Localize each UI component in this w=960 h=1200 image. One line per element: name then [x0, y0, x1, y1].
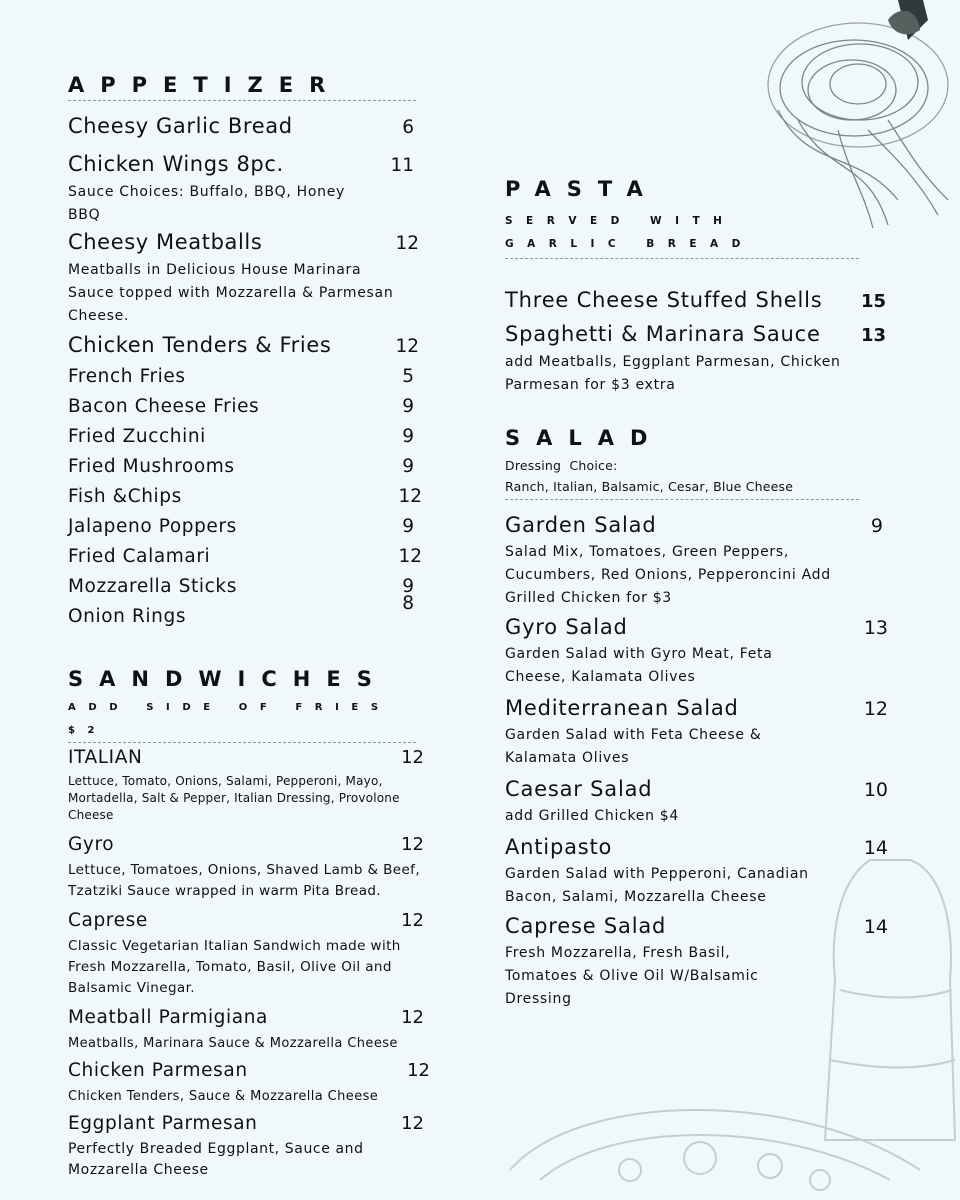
section-divider	[505, 499, 859, 500]
menu-item	[68, 512, 428, 542]
section-title: APPETIZER	[68, 73, 342, 97]
menu-item	[68, 362, 428, 392]
item-price: 9	[402, 426, 414, 447]
item-description: add Grilled Chicken $4	[505, 808, 680, 824]
item-name: Caprese	[68, 910, 148, 931]
menu-item	[68, 906, 428, 999]
item-price: 13	[860, 325, 886, 346]
menu-item	[68, 330, 428, 362]
menu-item	[68, 392, 428, 422]
left-column	[68, 72, 428, 1181]
section-divider	[505, 258, 859, 259]
menu-item	[505, 510, 895, 610]
item-price: 12	[398, 486, 422, 507]
item-price: 12	[407, 1060, 430, 1081]
item-description: Classic Vegetarian Italian Sandwich made with Fresh Mozzarella, Tomato, Basil, Olive Oil and Balsamic Vinegar.	[68, 938, 401, 996]
menu-item	[68, 743, 428, 824]
salad-section	[505, 425, 895, 1011]
item-description: Garden Salad with Feta Cheese & Kalamata Olives	[505, 727, 762, 766]
item-name: Fried Calamari	[68, 546, 211, 567]
item-name: Bacon Cheese Fries	[68, 396, 260, 417]
item-name: Fried Zucchini	[68, 426, 206, 447]
item-description: Sauce Choices: Buffalo, BBQ, Honey BBQ	[68, 184, 346, 223]
item-name: Gyro	[68, 834, 115, 855]
item-price: 11	[390, 155, 414, 176]
dressing-options: Ranch, Italian, Balsamic, Cesar, Blue Cheese	[505, 479, 794, 494]
menu-item	[68, 111, 428, 143]
item-description: Garden Salad with Gyro Meat, Feta Cheese, Kalamata Olives	[505, 646, 773, 685]
item-price: 12	[401, 1007, 424, 1028]
item-price: 9	[402, 396, 414, 417]
dressing-label: Dressing Choice:	[505, 458, 618, 473]
menu-item	[68, 422, 428, 452]
item-name: Chicken Tenders & Fries	[68, 333, 332, 357]
item-name: Antipasto	[505, 835, 613, 859]
item-name: ITALIAN	[68, 747, 143, 768]
sandwiches-section	[68, 666, 428, 1181]
item-description: Salad Mix, Tomatoes, Green Peppers, Cucumbers, Red Onions, Pepperoncini Add Grilled Chicken for $3	[505, 544, 831, 606]
item-price: 5	[402, 366, 414, 387]
item-description: Meatballs in Delicious House Marinara Sauce topped with Mozzarella & Parmesan Cheese.	[68, 262, 394, 324]
item-price: 12	[401, 1113, 424, 1134]
item-description: Lettuce, Tomatoes, Onions, Shaved Lamb & Beef, Tzatziki Sauce wrapped in warm Pita Bread.	[68, 862, 421, 899]
item-name: Spaghetti & Marinara Sauce	[505, 322, 821, 346]
item-description: Garden Salad with Pepperoni, Canadian Bacon, Salami, Mozzarella Cheese	[505, 866, 809, 905]
item-name: Caesar Salad	[505, 777, 653, 801]
menu-item	[68, 227, 428, 328]
menu-item	[68, 1056, 428, 1107]
item-name: Onion Rings	[68, 606, 187, 627]
section-subtitle: SERVED WITH GARLIC BREAD	[505, 215, 754, 250]
item-price: 9	[402, 456, 414, 477]
menu-item	[505, 612, 895, 689]
item-price: 12	[395, 336, 419, 357]
item-description: Meatballs, Marinara Sauce & Mozzarella Cheese	[68, 1036, 398, 1051]
menu-item	[68, 452, 428, 482]
item-price: 12	[395, 233, 419, 254]
item-name: Chicken Wings 8pc.	[68, 152, 284, 176]
item-name: French Fries	[68, 366, 186, 387]
item-name: Chicken Parmesan	[68, 1060, 248, 1081]
right-column	[505, 176, 895, 1011]
item-price: 9	[402, 576, 414, 597]
menu-item	[68, 830, 428, 902]
item-price: 13	[863, 617, 888, 639]
menu-item	[68, 542, 428, 572]
menu-item	[505, 832, 895, 909]
item-description: add Meatballs, Eggplant Parmesan, Chicken Parmesan for $3 extra	[505, 354, 851, 393]
item-name: Fish &Chips	[68, 486, 182, 507]
item-price: 8	[402, 593, 414, 614]
section-divider	[68, 100, 416, 101]
item-name: Mozzarella Sticks	[68, 576, 237, 597]
menu-item	[505, 911, 895, 1011]
item-price: 12	[401, 910, 424, 931]
item-price: 10	[863, 779, 888, 801]
item-description: Lettuce, Tomato, Onions, Salami, Pepperoni, Mayo, Mortadella, Salt & Pepper, Italian Dressing, Provolone Cheese	[68, 774, 400, 822]
menu-item	[68, 149, 428, 227]
menu-item	[68, 1003, 428, 1054]
section-title: SANDWICHES	[68, 667, 388, 691]
item-price: 12	[401, 747, 424, 768]
item-name: Three Cheese Stuffed Shells	[505, 288, 823, 312]
menu-item	[68, 1109, 428, 1181]
appetizer-section	[68, 72, 428, 632]
item-name: Garden Salad	[505, 513, 657, 537]
item-price: 12	[401, 834, 424, 855]
item-name: Eggplant Parmesan	[68, 1113, 258, 1134]
section-title: SALAD	[505, 426, 664, 450]
item-price: 12	[398, 546, 422, 567]
section-title: PASTA	[505, 177, 659, 201]
item-description: Fresh Mozzarella, Fresh Basil, Tomatoes & Olive Oil W/Balsamic Dressing	[505, 945, 759, 1007]
item-name: Gyro Salad	[505, 615, 628, 639]
item-name: Cheesy Garlic Bread	[68, 114, 293, 138]
menu-item	[68, 482, 428, 512]
item-price: 14	[863, 916, 888, 938]
item-name: Fried Mushrooms	[68, 456, 235, 477]
item-price: 9	[402, 516, 414, 537]
item-name: Caprese Salad	[505, 914, 667, 938]
item-name: Mediterranean Salad	[505, 696, 739, 720]
item-name: Cheesy Meatballs	[68, 230, 263, 254]
item-description: Chicken Tenders, Sauce & Mozzarella Cheese	[68, 1089, 379, 1104]
pasta-section	[505, 176, 895, 397]
item-name: Meatball Parmigiana	[68, 1007, 268, 1028]
menu-item	[505, 693, 895, 770]
item-price: 14	[863, 837, 888, 859]
menu-item	[505, 319, 895, 397]
item-price: 9	[870, 515, 883, 537]
item-description: Perfectly Breaded Eggplant, Sauce and Mozzarella Cheese	[68, 1141, 364, 1178]
item-price: 15	[860, 291, 886, 312]
item-name: Jalapeno Poppers	[68, 516, 237, 537]
menu-item	[505, 774, 895, 828]
menu-item	[68, 594, 428, 632]
section-subtitle: ADD SIDE OF FRIES $2	[68, 702, 391, 736]
item-price: 6	[402, 117, 414, 138]
menu-item	[505, 285, 895, 317]
item-price: 12	[863, 698, 888, 720]
